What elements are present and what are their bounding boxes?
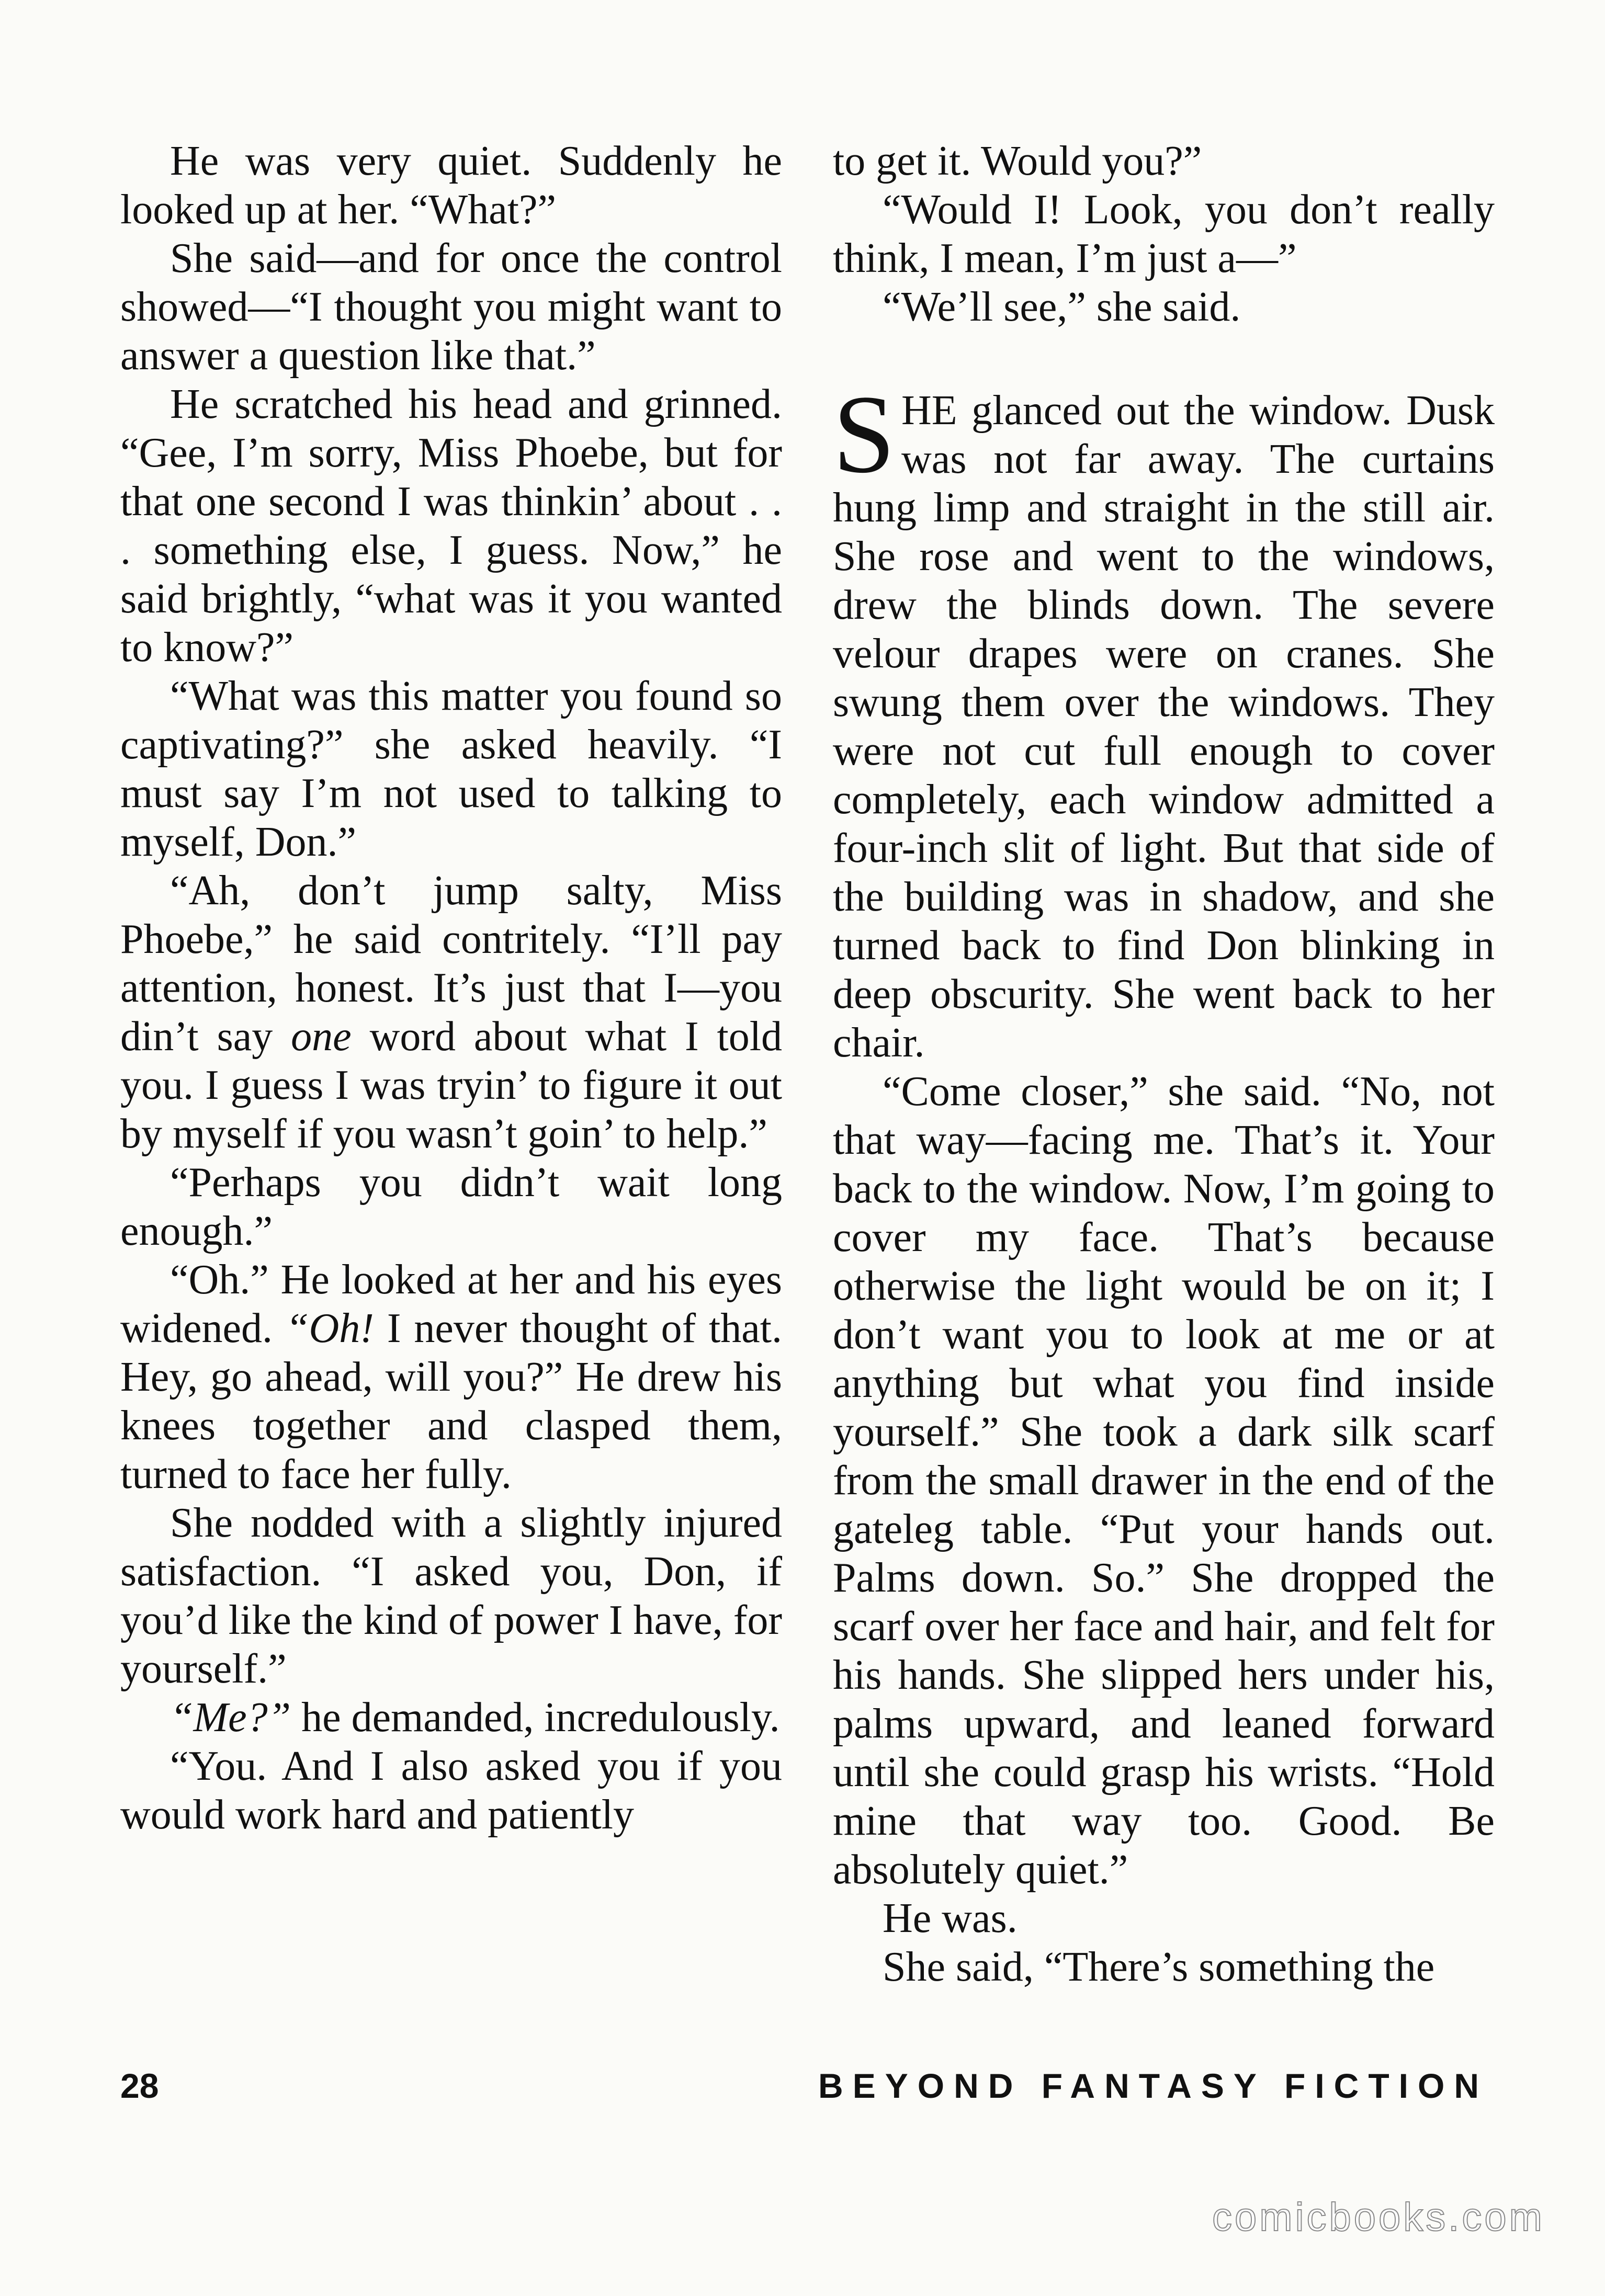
paragraph: She said—and for once the control showed—“I thought you might want to answer a question like that.” [120,235,782,379]
paragraph [120,867,782,1158]
right-text-column [833,137,1495,1992]
paragraph: She nodded with a slightly injured satisfaction. “I asked you, Don, if you’d like the kind of power I have, for yourself.” [120,1500,782,1692]
paragraph [120,1693,782,1742]
text-run: glanced out the window. Dusk was not far away. The curtains hung limp and straight in the still air. She rose and went to the windows, drew the blinds down. The severe velour drapes were on cranes. She swung them over the windows. They were not cut full enough to cover completely, each window admitted a four-inch slit of light. But that side of the building was in shadow, and she turned back to find Don blinking in deep obscurity. She went back to her chair. [833,388,1495,1066]
drop-cap: S [833,372,896,496]
text-run: I never thought of that. Hey, go ahead, will you?” He drew his knees together and clasped them, turned to face her fully. [120,1305,782,1497]
watermark: comicbooks.com [1212,2195,1545,2240]
running-title: BEYOND FANTASY FICTION [818,2066,1488,2105]
paragraph: “Perhaps you didn’t wait long enough.” [120,1160,782,1254]
paragraph: He was very quiet. Suddenly he looked up at her. “What?” [120,138,782,233]
paragraph: “What was this matter you found so captivating?” she asked heavily. “I must say I’m not used to talking to myself, Don.” [120,673,782,865]
paragraph: He was. [883,1895,1018,1941]
page-number: 28 [120,2066,159,2105]
section-opening-paragraph [833,372,1495,1067]
paragraph: “You. And I also asked you if you would work hard and patiently [120,1743,782,1838]
left-text-column [120,137,782,1839]
italic-text: one [291,1014,352,1060]
italic-text: “Oh! [285,1305,374,1351]
text-run: word about what I told you. I guess I was tryin’ to figure it out by myself if you wasn’t goin’ to help.” [120,1014,783,1157]
paragraph: She said, “There’s something the [883,1944,1435,1990]
italic-text: “Me?” [170,1695,291,1741]
text-run: “Ah, don’t jump salty, Miss Phoebe,” he said contritely. “I’ll pay attention, honest. It’s just that I—you din’t say [120,868,782,1060]
paragraph: to get it. Would you?” [833,138,1202,184]
paragraph: He scratched his head and grinned. “Gee, I’m sorry, Miss Phoebe, but for that one second I was thinkin’ about . . . something else, I guess. Now,” he said brightly, “what was it you wanted to know?” [120,381,782,670]
paragraph: “Come closer,” she said. “No, not that way—facing me. That’s it. Your back to the window. Now, I’m going to cover my face. That’s because otherwise the light would be on it; I don’t want you to look at me or at anything but what you find inside yourself.” She took a dark silk scarf from the small drawer in the end of the gateleg table. “Put your hands out. Palms down. So.” She dropped the scarf over her face and hair, and felt for his hands. She slipped hers under his, palms upward, and leaned forward until she could grasp his wrists. “Hold mine that way too. Good. Be absolutely quiet.” [833,1069,1495,1893]
paragraph [120,1256,782,1499]
text-run: “Oh.” He looked at her and his eyes widened. [120,1257,782,1351]
paragraph: “We’ll see,” she said. [883,284,1241,330]
small-caps-lead: HE [901,388,957,434]
text-run: he demanded, incredulously. [291,1695,780,1741]
page-footer [120,2066,1488,2108]
paragraph: “Would I! Look, you don’t really think, I mean, I’m just a—” [833,187,1495,281]
